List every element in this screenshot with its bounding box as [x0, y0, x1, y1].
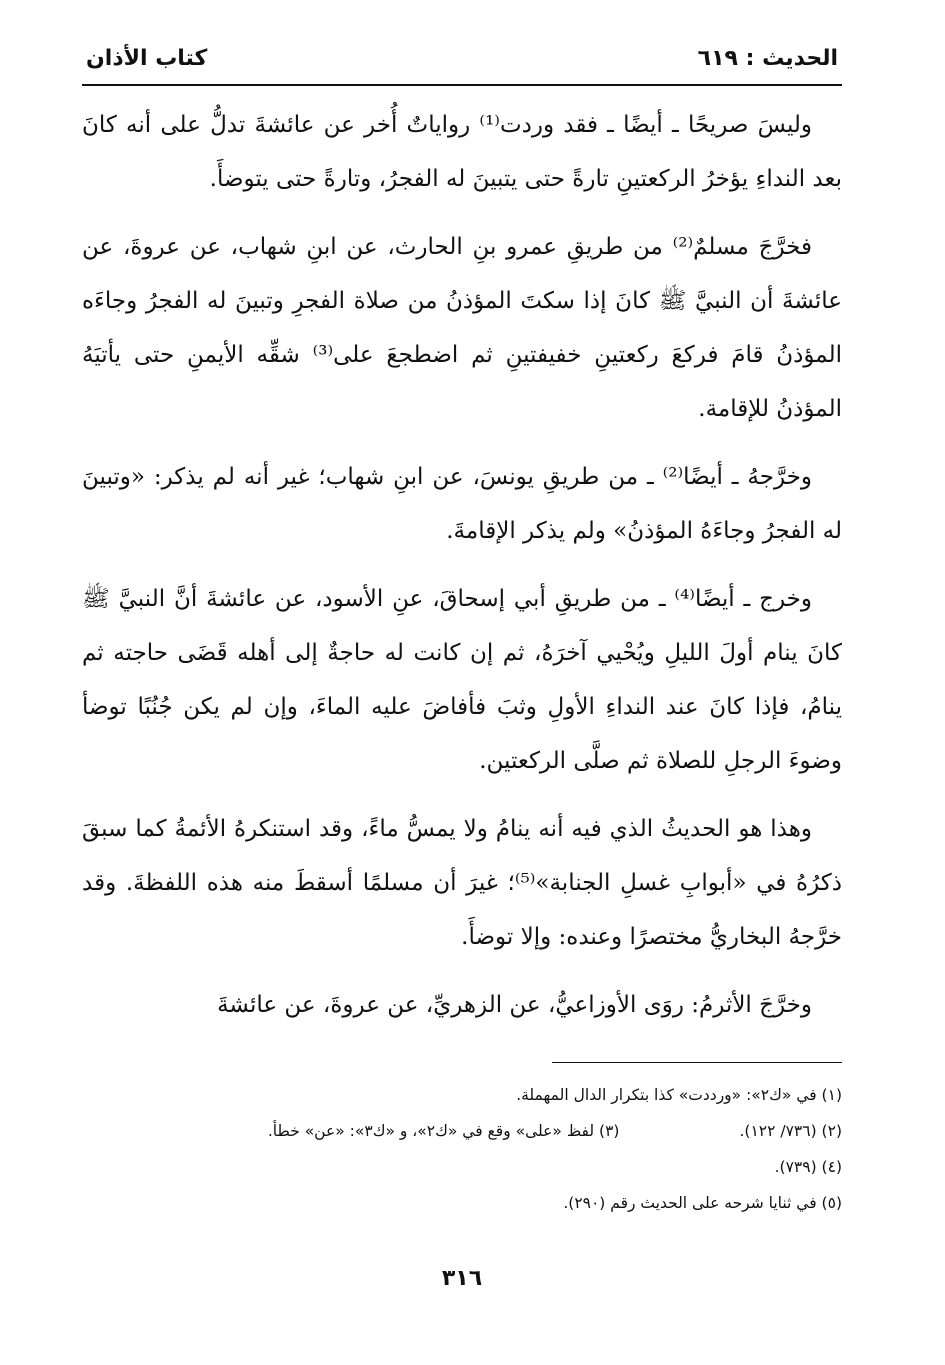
paragraph: فخرَّجَ مسلمٌ⁽²⁾ من طريقِ عمرو بنِ الحارث، عن ابنِ شهاب، عن عروةَ، عن عائشةَ أن النبيَّ ﷺ كانَ إذا سكتَ المؤذنُ من صلاة الفجرِ وتبينَ له الفجرُ وجاءَه المؤذنُ قامَ فركعَ ركعتينِ خفيفتينِ ثم اضطجعَ على⁽³⁾ شقِّه الأيمنِ حتى يأتيَهُ المؤذنُ للإقامة. [82, 234, 842, 422]
header-hadith-number: الحديث : ٦١٩ [697, 46, 838, 71]
footnote-row [82, 1113, 842, 1149]
header-book-title: كتاب الأذان [86, 46, 208, 71]
paragraph: وهذا هو الحديثُ الذي فيه أنه ينامُ ولا يمسُّ ماءً، وقد استنكرهُ الأئمةُ كما سبقَ ذكرُهُ في «أبوابِ غسلِ الجنابة»⁽⁵⁾؛ غيرَ أن مسلمًا أسقطَ منه هذه اللفظةَ. وقد خرَّجهُ البخاريُّ مختصرًا وعنده: وإلا توضأَ. [82, 816, 842, 950]
paragraph: وليسَ صريحًا ـ أيضًا ـ فقد وردت⁽¹⁾ رواياتٌ أُخر عن عائشةَ تدلُّ على أنه كانَ بعد النداءِ يؤخرُ الركعتينِ تارةً حتى يتبينَ له الفجرُ، وتارةً حتى يتوضأَ. [82, 112, 842, 192]
header-rule [82, 84, 842, 86]
footnote-rule [552, 1062, 842, 1063]
main-text [82, 98, 842, 1032]
running-header [82, 46, 842, 82]
footnote: (٤) (٧٣٩). [774, 1158, 842, 1176]
paragraph: وخرج ـ أيضًا⁽⁴⁾ ـ من طريقِ أبي إسحاقَ، عنِ الأسود، عن عائشةَ أنَّ النبيَّ ﷺ كانَ ينام أولَ الليلِ ويُحْيي آخرَهُ، ثم إن كانت له حاجةٌ إلى أهله قَضَى حاجته ثم ينامُ، فإذا كانَ عند النداءِ الأولِ وثبَ فأفاضَ عليه الماءَ، وإن لم يكن جُنُبًا توضأ وضوءَ الرجلِ للصلاة ثم صلَّى الركعتين. [82, 586, 842, 774]
book-page [82, 46, 842, 1336]
footnotes [82, 1077, 842, 1221]
footnote: (٢) (٧٣٦/ ١٢٢). [739, 1122, 842, 1140]
paragraph: وخرَّجهُ ـ أيضًا⁽²⁾ ـ من طريقِ يونسَ، عن ابنِ شهاب؛ غير أنه لم يذكر: «وتبينَ له الفجرُ وجاءَهُ المؤذنُ» ولم يذكر الإقامةَ. [82, 464, 842, 544]
footnote: (١) في «ك٢»: «ورددت» كذا بتكرار الدال المهملة. [516, 1086, 842, 1104]
footnote: (٥) في ثنايا شرحه على الحديث رقم (٢٩٠). [563, 1194, 842, 1212]
footnote: (٣) لفظ «على» وقع في «ك٢»، و «ك٣»: «عن» خطأ. [267, 1122, 620, 1140]
paragraph: وخرَّجَ الأثرمُ: روَى الأوزاعيُّ، عن الزهريِّ، عن عروةَ، عن عائشةَ [217, 992, 812, 1018]
page-number: ٣١٦ [441, 1266, 483, 1291]
